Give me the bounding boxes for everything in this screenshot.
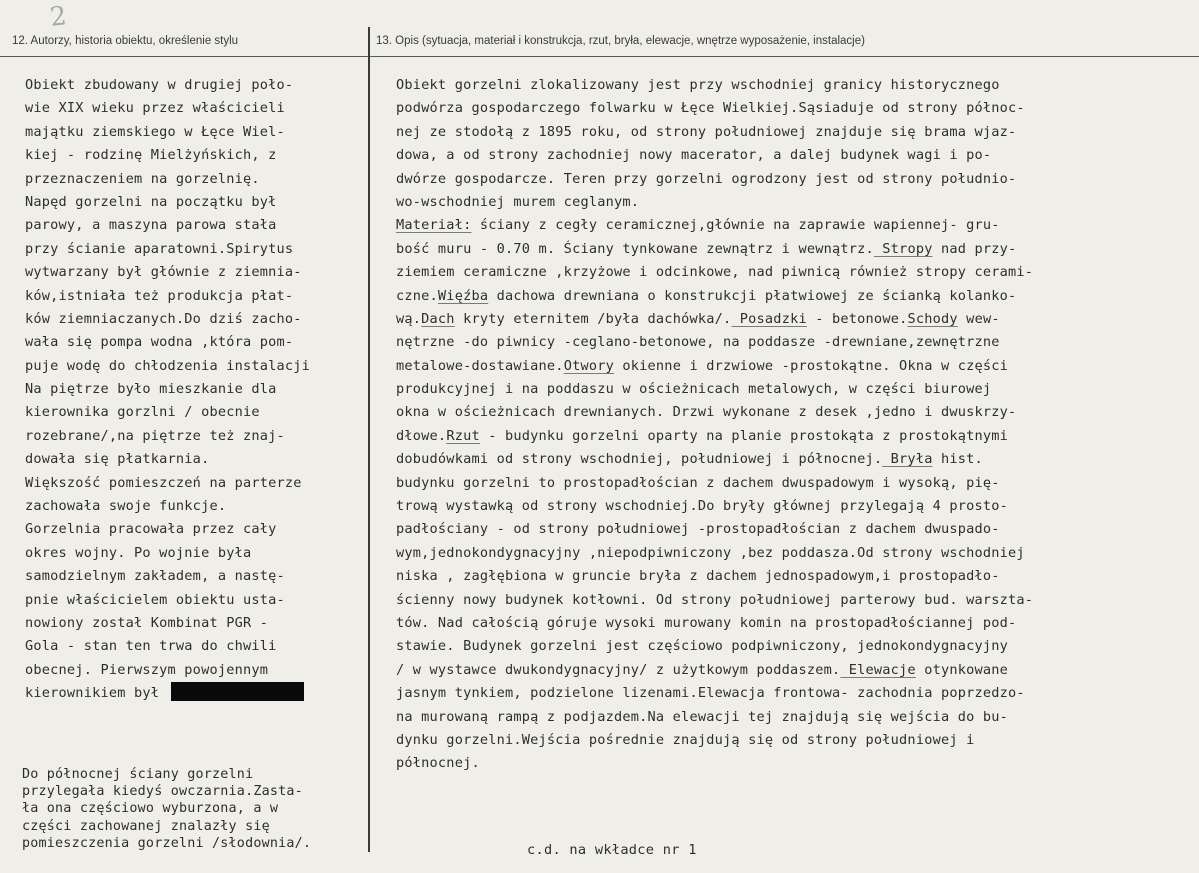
history-line-text: wie XIX wieku przez właścicieli — [25, 100, 285, 117]
description-text: stawie. Budynek gorzelni jest częściowo podpiwniczony, jednokondygnacyjny — [396, 638, 1009, 655]
description-text: dobudówkami od strony wschodniej, południowej i północnej. — [396, 451, 883, 468]
history-line — [25, 542, 310, 565]
history-line — [25, 238, 310, 261]
header-divider — [0, 56, 1199, 57]
section-keyword: Więźba — [437, 287, 489, 304]
description-text: otynkowane — [915, 661, 1009, 678]
history-line — [25, 214, 310, 237]
history-line-text: przy ścianie aparatowni.Spirytus — [25, 240, 294, 257]
description-text: budynku gorzelni to prostopadłościan z dachem dwuspadowym i wysoką, pię- — [396, 474, 1000, 491]
history-note-line: przylegała kiedyś owczarnia.Zasta- — [22, 784, 303, 800]
description-text: wym,jednokondygnacyjny ,niepodpiwniczony ,bez poddasza.Od strony wschodniej — [396, 544, 1025, 561]
description-line — [396, 191, 1033, 214]
description-line — [396, 448, 1033, 471]
description-text: dachowa drewniana o konstrukcji płatwiowej ze ścianką kolanko- — [488, 287, 1017, 304]
history-line-text: Gorzelnia pracowała przez cały — [25, 521, 277, 538]
description-text: bość muru - 0.70 m. Ściany tynkowane zewnątrz i wewnątrz. — [396, 240, 874, 257]
history-line-text: rozebrane/,na piętrze też znaj- — [25, 427, 285, 444]
history-line-text: kiej - rodzinę Mielżyńskich, z — [25, 147, 277, 164]
description-line — [396, 308, 1033, 331]
history-note-line: ła ona częściowo wyburzona, a w — [22, 801, 279, 817]
history-line — [25, 448, 310, 471]
history-line — [25, 97, 310, 120]
description-text: wą. — [396, 310, 422, 327]
description-text: produkcyjnej i na poddaszu w ościeżnicach metalowych, w części biurowej — [396, 381, 992, 398]
history-line-text: Napęd gorzelni na początku był — [25, 193, 277, 210]
description-line — [396, 144, 1033, 167]
description-text: czne. — [396, 287, 438, 304]
history-line — [25, 565, 310, 588]
description-text: tów. Nad całością góruje wysoki murowany komin na prostopadłościannej pod- — [396, 614, 1017, 631]
description-line — [396, 401, 1033, 424]
history-line — [25, 261, 310, 284]
history-line — [25, 495, 310, 518]
section-keyword: Schody — [907, 310, 958, 327]
description-line — [396, 378, 1033, 401]
description-text: ścienny nowy budynek kotłowni. Od strony południowej parterowy bud. warszta- — [396, 591, 1034, 608]
section-13-header: 13. Opis (sytuacja, materiał i konstrukcja, rzut, bryła, elewacje, wnętrze wyposażenie, instalacje) — [376, 35, 865, 47]
history-line — [25, 308, 310, 331]
history-line-text: ków,istniała też produkcja płat- — [25, 287, 294, 304]
section-keyword: Rzut — [446, 427, 480, 444]
description-line — [396, 659, 1033, 682]
description-text: nad przy- — [932, 240, 1017, 257]
section-keyword: Bryła — [882, 451, 933, 468]
history-line-text: kierownikiem był — [25, 685, 160, 702]
history-line-text: pnie właścicielem obiektu usta- — [25, 591, 285, 608]
description-text: nętrzne -do piwnicy -ceglano-betonowe, na poddasze -drewniane,zewnętrzne — [396, 334, 1000, 351]
description-text: Obiekt gorzelni zlokalizowany jest przy wschodniej granicy historycznego — [396, 77, 1000, 93]
history-note-line: części zachowanej znalazły się — [22, 818, 270, 834]
description-line — [396, 97, 1033, 120]
section-keyword: Stropy — [873, 240, 933, 257]
description-text: ściany z cegły ceramicznej,głównie na zaprawie wapiennej- gru- — [471, 217, 1000, 234]
section-keyword: Posadzki — [731, 310, 807, 327]
history-line — [25, 285, 310, 308]
section-keyword: Materiał: — [396, 217, 472, 234]
description-line — [396, 355, 1033, 378]
description-text: padłościany - od strony południowej -prostopadłościan z dachem dwuspado- — [396, 521, 1000, 538]
history-line — [25, 612, 310, 635]
history-line-text: puje wodę do chłodzenia instalacji — [25, 357, 311, 374]
description-text: - budynku gorzelni oparty na planie prostokąta z prostokątnymi — [479, 427, 1009, 444]
history-line-text: Większość pomieszczeń na parterze — [25, 474, 302, 491]
description-line — [396, 214, 1033, 237]
section-keyword: Elewacje — [840, 661, 916, 678]
history-line-text: ków ziemniaczanych.Do dziś zacho- — [25, 310, 302, 327]
description-line — [396, 121, 1033, 144]
description-line — [396, 238, 1033, 261]
description-line — [396, 74, 1033, 97]
description-line — [396, 729, 1033, 752]
description-line — [396, 518, 1033, 541]
history-line-text: okres wojny. Po wojnie była — [25, 544, 252, 561]
description-line — [396, 612, 1033, 635]
section-keyword: Dach — [421, 310, 455, 327]
history-line — [25, 401, 310, 424]
history-line — [25, 168, 310, 191]
history-line-text: kierownika gorzlni / obecnie — [25, 404, 260, 421]
history-line — [25, 355, 310, 378]
history-line — [25, 589, 310, 612]
description-text: okienne i drzwiowe -prostokątne. Okna w części — [614, 357, 1009, 374]
history-line-text: samodzielnym zakładem, a nastę- — [25, 568, 285, 585]
description-line — [396, 331, 1033, 354]
history-line — [25, 472, 310, 495]
redacted-name — [171, 682, 304, 701]
history-line — [25, 635, 310, 658]
description-text: niska , zagłębiona w gruncie bryła z dachem jednospadowym,i prostopadło- — [396, 568, 1000, 585]
section-keyword: Otwory — [563, 357, 614, 374]
description-text: dwórze gospodarcze. Teren przy gorzelni ogrodzony jest od strony południo- — [396, 170, 1017, 187]
description-line — [396, 565, 1033, 588]
description-text: północnej. — [396, 755, 480, 772]
description-line — [396, 285, 1033, 308]
history-line — [25, 121, 310, 144]
history-note — [22, 766, 311, 852]
description-line — [396, 495, 1033, 518]
description-text: wew- — [957, 310, 1000, 327]
history-line — [25, 74, 310, 97]
description-line — [396, 261, 1033, 284]
history-line — [25, 191, 310, 214]
history-line-text: obecnej. Pierwszym powojennym — [25, 661, 269, 678]
history-line — [25, 331, 310, 354]
column-divider — [368, 27, 370, 852]
description-text: kryty eternitem /była dachówka/. — [454, 310, 732, 327]
history-line-text: wytwarzany był głównie z ziemnia- — [25, 264, 302, 281]
history-line-text: zachowała swoje funkcje. — [25, 498, 227, 515]
history-note-line: pomieszczenia gorzelni /słodownia/. — [22, 835, 312, 851]
description-line — [396, 682, 1033, 705]
description-text: nej ze stodołą z 1895 roku, od strony południowej znajduje się brama wjaz- — [396, 123, 1017, 140]
description-text: na murowaną rampą z podjazdem.Na elewacji tej znajdują się wejścia do bu- — [396, 708, 1009, 725]
description-line — [396, 472, 1033, 495]
description-text: ziemiem ceramiczne ,krzyżowe i odcinkowe, nad piwnicą również stropy cerami- — [396, 264, 1034, 281]
description-line — [396, 542, 1033, 565]
page-number: 2 — [48, 1, 69, 33]
description-text: okna w ościeżnicach drewnianych. Drzwi wykonane z desek ,jedno i dwuskrzy- — [396, 404, 1017, 421]
description-text: / w wystawce dwukondygnacyjny/ z użytkowym poddaszem. — [396, 661, 841, 678]
description-line — [396, 168, 1033, 191]
description-text: jasnym tynkiem, podzielone lizenami.Elewacja frontowa- zachodnia poprzedzo- — [396, 685, 1025, 702]
continuation-note: c.d. na wkładce nr 1 — [527, 842, 697, 858]
description-text: trową wystawką od strony wschodniej.Do bryły głównej przylegają 4 prosto- — [396, 498, 1009, 515]
section-12-header: 12. Autorzy, historia obiektu, określenie stylu — [12, 35, 239, 47]
description-line — [396, 589, 1033, 612]
history-line-text: parowy, a maszyna parowa stała — [25, 217, 277, 234]
history-line-text: majątku ziemskiego w Łęce Wiel- — [25, 123, 285, 140]
description-line — [396, 752, 1033, 775]
description-text: dłowe. — [396, 427, 447, 444]
history-line-text: dowała się płatkarnia. — [25, 451, 210, 468]
description-text: metalowe-dostawiane. — [396, 357, 564, 374]
description-column — [396, 74, 1033, 776]
history-line-text: przeznaczeniem na gorzelnię. — [25, 170, 260, 187]
description-line — [396, 706, 1033, 729]
history-line-text: wała się pompa wodna ,która pom- — [25, 334, 294, 351]
description-text: dowa, a od strony zachodniej nowy macerator, a dalej budynek wagi i po- — [396, 147, 992, 164]
description-line — [396, 635, 1033, 658]
history-line-text: Gola - stan ten trwa do chwili — [25, 638, 277, 655]
description-text: wo-wschodniej murem ceglanym. — [396, 193, 640, 210]
history-line-text: Obiekt zbudowany w drugiej poło- — [25, 77, 294, 93]
history-line-text: nowiony został Kombinat PGR - — [25, 614, 269, 631]
description-text: - betonowe. — [806, 310, 908, 327]
history-column — [25, 74, 310, 706]
description-text: podwórza gospodarczego folwarku w Łęce Wielkiej.Sąsiaduje od strony północ- — [396, 100, 1025, 117]
history-line — [25, 144, 310, 167]
history-line — [25, 425, 310, 448]
description-text: dynku gorzelni.Wejścia pośrednie znajdują się od strony południowej i — [396, 731, 975, 748]
history-line-text: Na piętrze było mieszkanie dla — [25, 381, 277, 398]
history-line — [25, 378, 310, 401]
history-note-line: Do północnej ściany gorzelni — [22, 767, 254, 782]
history-line — [25, 682, 310, 705]
history-line — [25, 659, 310, 682]
description-text: hist. — [932, 451, 983, 468]
description-line — [396, 425, 1033, 448]
history-line — [25, 518, 310, 541]
